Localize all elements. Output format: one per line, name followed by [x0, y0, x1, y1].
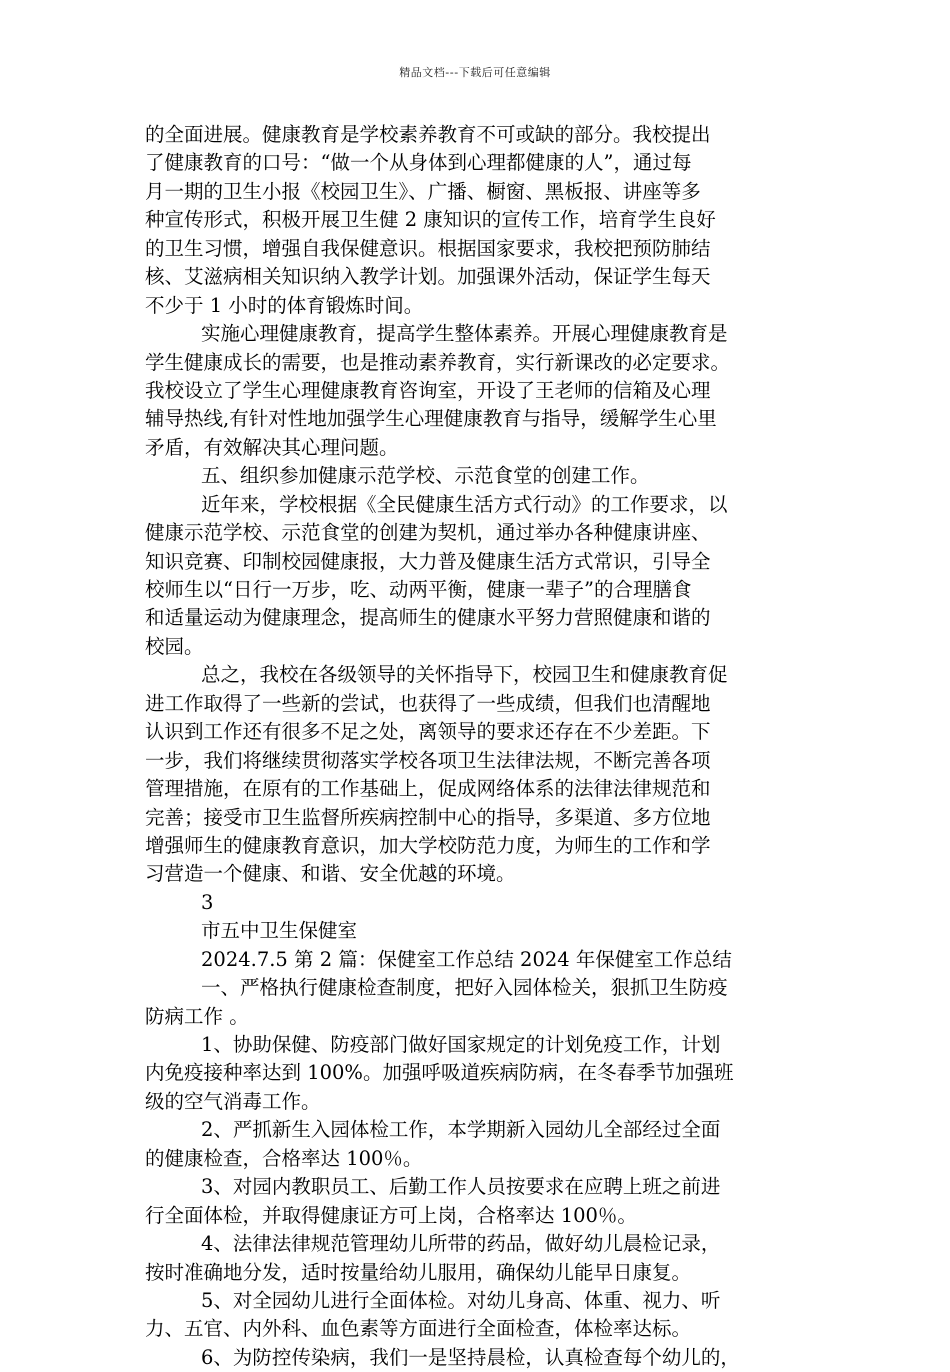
- text-line: 内免疫接种率达到 100%。加强呼吸道疾病防病，在冬春季节加强班: [145, 1061, 734, 1085]
- text-line: 的卫生习惯，增强自我保健意识。根据国家要求，我校把预防肺结: [145, 236, 711, 260]
- text-line: 3: [201, 890, 214, 914]
- text-line: 3、对园内教职员工、后勤工作人员按要求在应聘上班之前进: [201, 1175, 721, 1199]
- text-line: 校师生以“日行一万步，吃、动两平衡，健康一辈子”的合理膳食: [145, 578, 692, 601]
- text-line: 2、严抓新生入园体检工作，本学期新入园幼儿全部经过全面: [201, 1118, 721, 1142]
- text-line: 认识到工作还有很多不足之处，离领导的要求还存在不少差距。下: [145, 720, 711, 744]
- text-line: 2024.7.5 第 2 篇：保健室工作总结 2024 年保健室工作总结: [201, 947, 732, 971]
- text-line: 和适量运动为健康理念，提高师生的健康水平努力营照健康和谐的: [145, 606, 711, 630]
- text-line: 完善；接受市卫生监督所疾病控制中心的指导，多渠道、多方位地: [145, 805, 711, 829]
- text-line: 的全面进展。健康教育是学校素养教育不可或缺的部分。我校提出: [145, 123, 711, 146]
- text-line: 核、艾滋病相关知识纳入教学计划。加强课外活动，保证学生每天: [145, 265, 711, 289]
- text-line: 健康示范学校、示范食堂的创建为契机，通过举办各种健康讲座、: [145, 521, 711, 545]
- text-line: 习营造一个健康、和谐、安全优越的环境。: [145, 862, 516, 886]
- text-line: 辅导热线,有针对性地加强学生心理健康教育与指导，缓解学生心里: [145, 407, 717, 431]
- text-line: 6、为防控传染病，我们一是坚持晨检，认真检查每个幼儿的，: [201, 1345, 740, 1369]
- text-line: 1、协助保健、防疫部门做好国家规定的计划免疫工作，计划: [201, 1033, 721, 1056]
- text-line: 总之，我校在各级领导的关怀指导下，校园卫生和健康教育促: [201, 663, 728, 687]
- text-line: 管理措施，在原有的工作基础上，促成网络体系的法律法律规范和: [145, 777, 711, 801]
- text-line: 一、严格执行健康检查制度，把好入园体检关，狠抓卫生防疫: [201, 976, 728, 1000]
- text-line: 学生健康成长的需要，也是推动素养教育，实行新课改的必定要求。: [145, 350, 731, 374]
- text-line: 矛盾，有效解决其心理问题。: [145, 435, 399, 459]
- text-line: 力、五官、内外科、血色素等方面进行全面检查，体检率达标。: [145, 1317, 692, 1341]
- text-line: 的健康检查，合格率达 100％。: [145, 1146, 423, 1170]
- text-line: 五、组织参加健康示范学校、示范食堂的创建工作。: [201, 464, 650, 488]
- page-header: 精品文档---下载后可任意编辑: [399, 66, 551, 79]
- text-line: 实施心理健康教育，提高学生整体素养。开展心理健康教育是: [201, 322, 728, 346]
- document-body: [145, 121, 821, 1372]
- text-line: 月一期的卫生小报《校园卫生》、广播、橱窗、黑板报、讲座等多: [145, 179, 701, 203]
- text-line: 增强师生的健康教育意识，加大学校防范力度，为师生的工作和学: [145, 833, 711, 857]
- text-line: 按时准确地分发，适时按量给幼儿服用，确保幼儿能早日康复。: [145, 1260, 692, 1284]
- text-line: 级的空气消毒工作。: [145, 1089, 321, 1113]
- text-line: 防病工作 。: [145, 1004, 249, 1028]
- text-line: 进工作取得了一些新的尝试，也获得了一些成绩，但我们也清醒地: [145, 691, 711, 715]
- text-line: 知识竞赛、印制校园健康报，大力普及健康生活方式常识，引导全: [145, 549, 711, 573]
- text-line: 一步，我们将继续贯彻落实学校各项卫生法律法规，不断完善各项: [145, 748, 711, 772]
- text-line: 不少于 1 小时的体育锻炼时间。: [145, 293, 424, 317]
- text-line: 行全面体检，并取得健康证方可上岗，合格率达 100％。: [145, 1203, 637, 1227]
- text-line: 校园。: [145, 634, 204, 658]
- text-line: 了健康教育的口号：“做一个从身体到心理都健康的人”，通过每: [145, 151, 692, 175]
- text-line: 市五中卫生保健室: [201, 919, 358, 943]
- text-line: 我校设立了学生心理健康教育咨询室，开设了王老师的信箱及心理: [145, 378, 711, 402]
- text-line: 5、对全园幼儿进行全面体检。对幼儿身高、体重、视力、听: [201, 1288, 721, 1312]
- text-line: 近年来，学校根据《全民健康生活方式行动》的工作要求，以: [201, 492, 728, 516]
- text-line: 种宣传形式，积极开展卫生健 2 康知识的宣传工作，培育学生良好: [145, 208, 716, 232]
- text-line: 4、法律法律规范管理幼儿所带的药品，做好幼儿晨检记录，: [201, 1232, 721, 1256]
